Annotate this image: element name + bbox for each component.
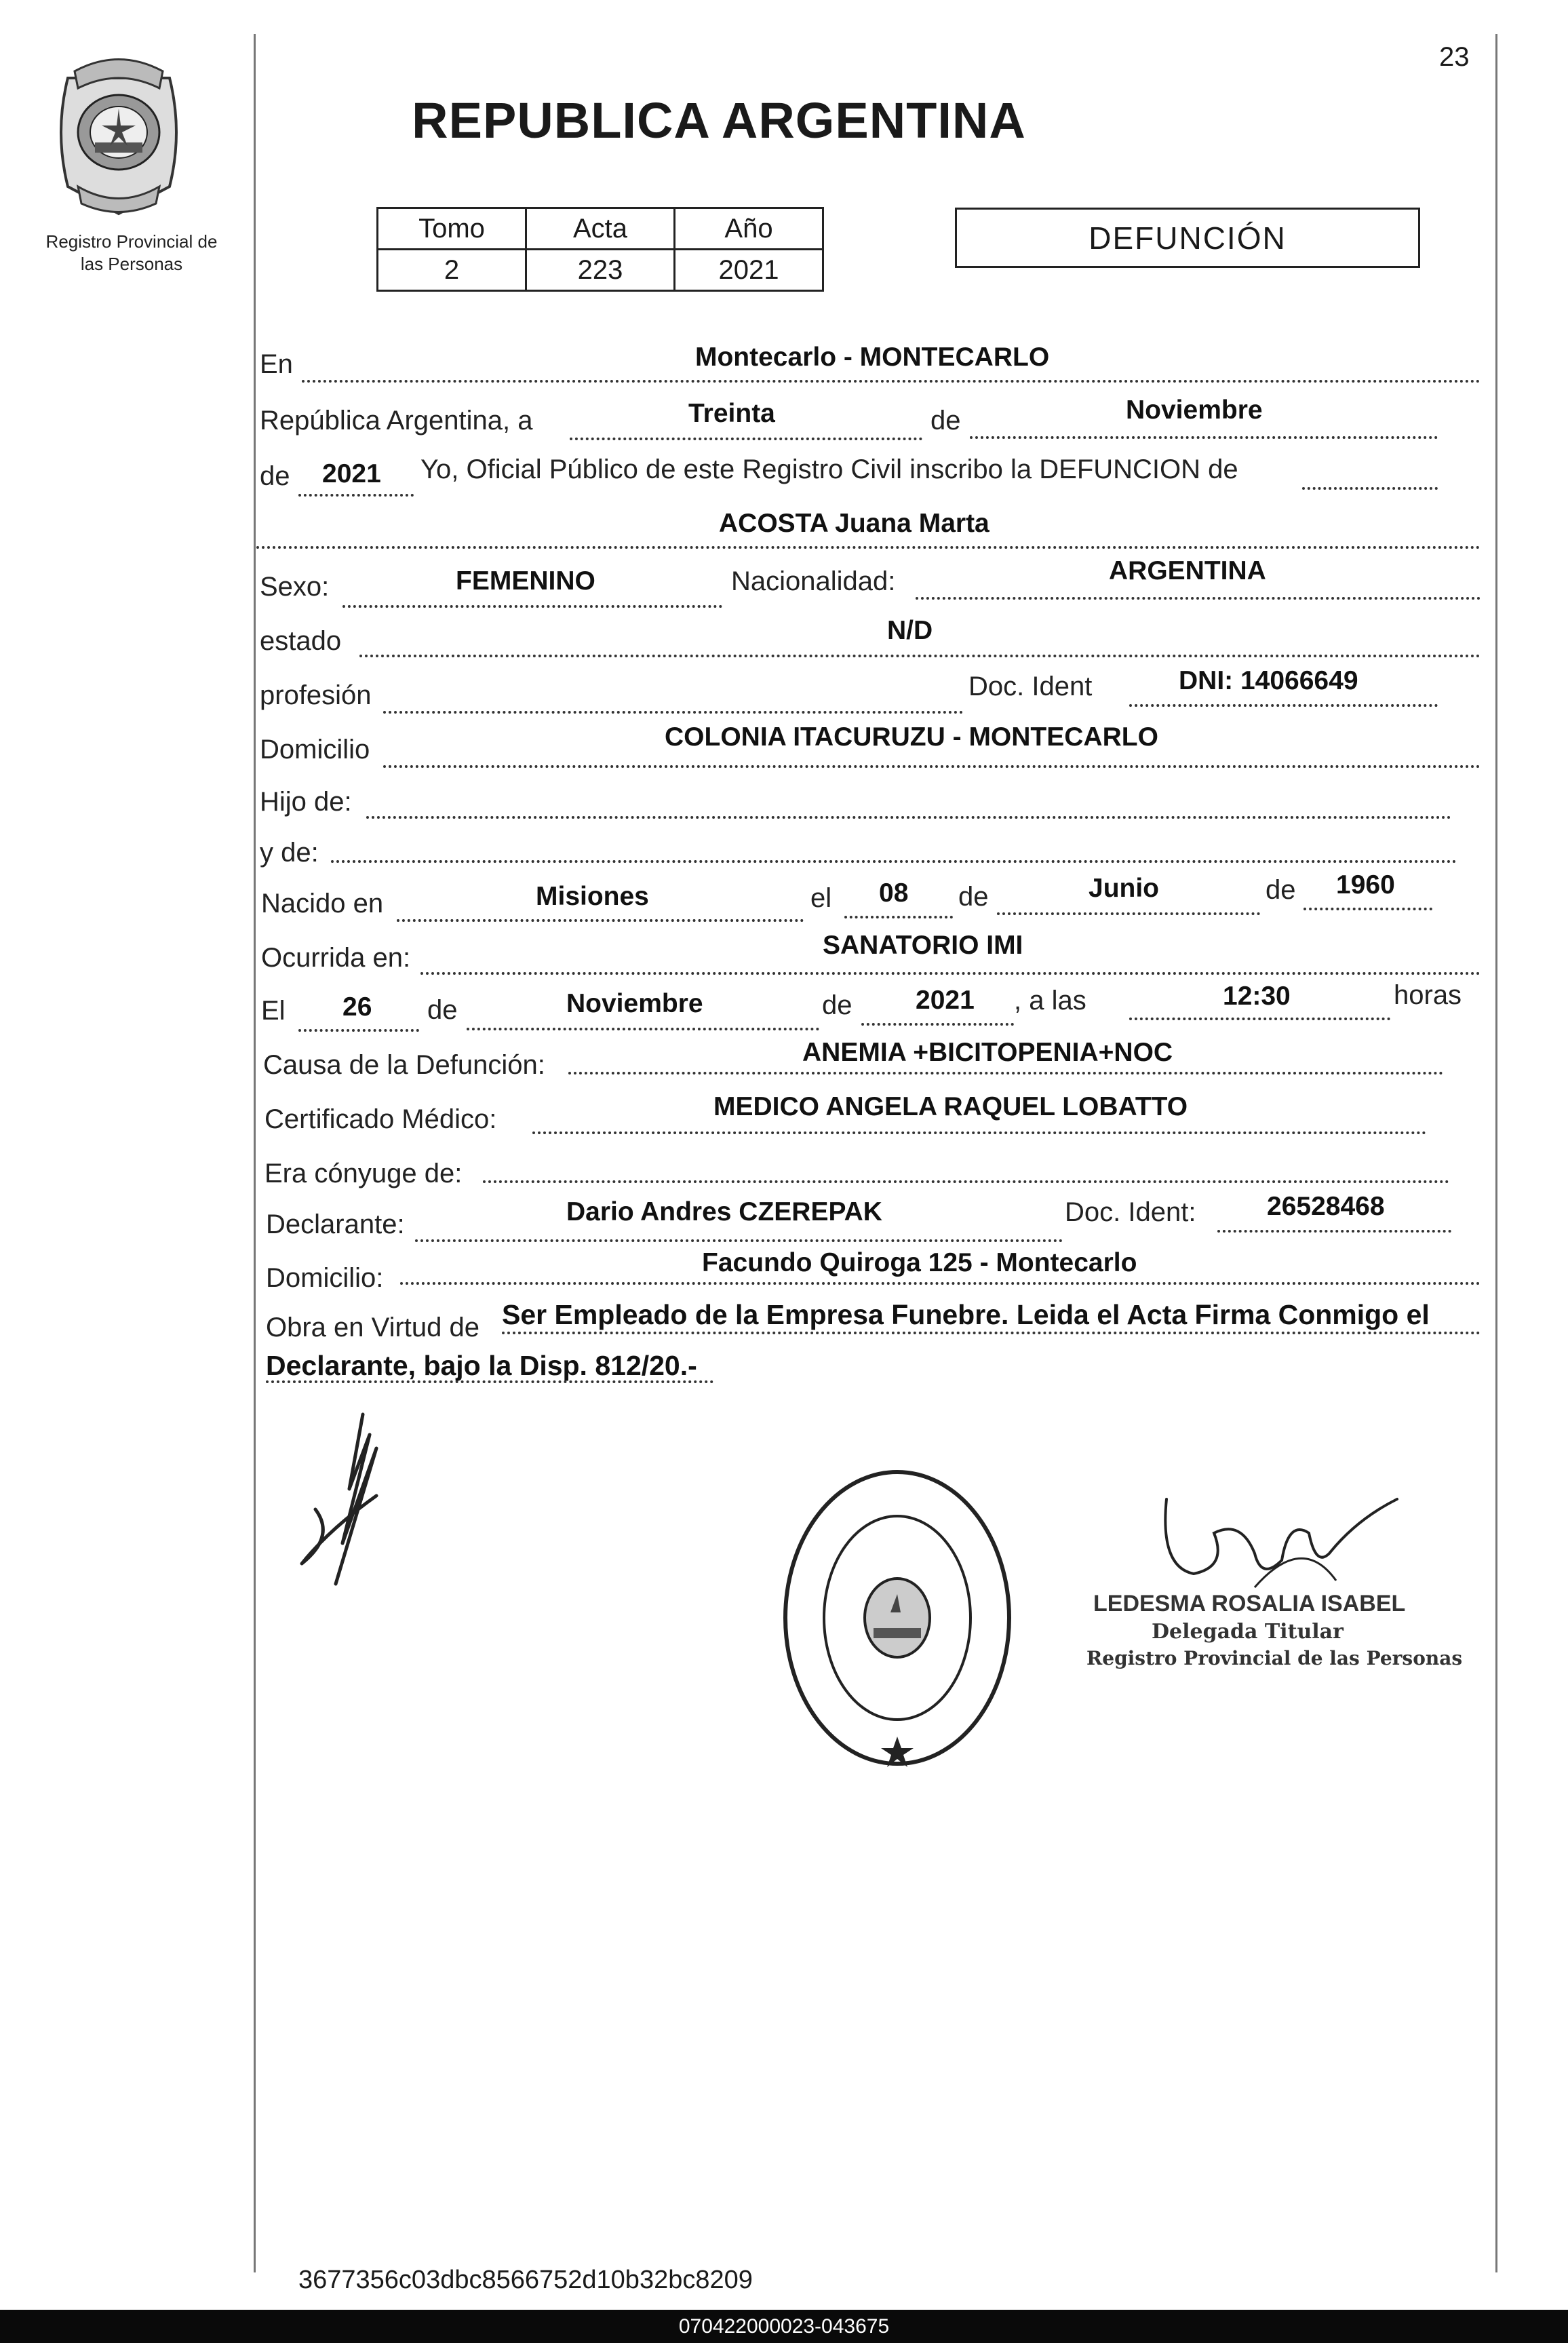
label-y-de: y de: <box>260 838 319 868</box>
registry-caption-line2: las Personas <box>80 254 183 274</box>
document-hash: 3677356c03dbc8566752d10b32bc8209 <box>298 2266 753 2294</box>
page-number: 23 <box>1439 42 1470 72</box>
dotted-line <box>383 765 1481 768</box>
acta-header: Acta <box>526 208 675 250</box>
label-de: de <box>958 882 989 912</box>
dotted-line <box>266 1380 713 1383</box>
value-nac-dia: 08 <box>879 878 909 908</box>
value-dni: DNI: 14066649 <box>1179 666 1358 695</box>
label-profesion: profesión <box>260 680 372 710</box>
label-oficial: Yo, Oficial Público de este Registro Civil inscribo la DEFUNCION de <box>420 454 1238 484</box>
value-obra-line1: Ser Empleado de la Empresa Funebre. Leida el Acta Firma Conmigo el <box>502 1299 1430 1330</box>
label-horas: horas <box>1394 980 1462 1010</box>
dotted-line <box>467 1028 819 1030</box>
dotted-line <box>483 1180 1449 1183</box>
value-anio: 2021 <box>322 459 381 488</box>
label-nacionalidad: Nacionalidad: <box>731 566 896 596</box>
dotted-line <box>256 546 1481 549</box>
dotted-line <box>570 438 922 440</box>
label-de: de <box>260 461 290 491</box>
label-hijo: Hijo de: <box>260 787 352 817</box>
label-conyuge: Era cónyuge de: <box>264 1159 463 1188</box>
dotted-line <box>844 916 953 918</box>
label-de: de <box>822 990 852 1020</box>
label-de: de <box>1266 875 1296 905</box>
record-type-box <box>955 208 1420 268</box>
tomo-value: 2 <box>378 250 526 291</box>
dotted-line <box>331 860 1457 863</box>
dotted-line <box>997 912 1260 915</box>
record-meta-table <box>376 207 824 292</box>
value-lugar: Montecarlo - MONTECARLO <box>695 343 1050 372</box>
anio-value: 2021 <box>675 250 823 291</box>
value-def-anio: 2021 <box>916 986 975 1015</box>
official-signature <box>1153 1479 1424 1604</box>
value-def-dia: 26 <box>342 992 372 1022</box>
footer-id: 070422000023-043675 <box>678 2315 890 2338</box>
dotted-line <box>1304 908 1432 910</box>
value-declarante-doc: 26528468 <box>1267 1192 1385 1221</box>
right-margin-line <box>1495 34 1497 2272</box>
label-el: El <box>261 996 286 1026</box>
footer-bar <box>0 2310 1568 2343</box>
dotted-line <box>916 597 1481 600</box>
label-doc-ident: Doc. Ident <box>968 672 1093 701</box>
label-de: de <box>427 995 458 1025</box>
label-ocurrida: Ocurrida en: <box>261 943 411 973</box>
label-estado: estado <box>260 626 342 656</box>
anio-header: Año <box>675 208 823 250</box>
value-nacido-en: Misiones <box>536 882 649 911</box>
dotted-line <box>861 1023 1014 1026</box>
dotted-line <box>1129 704 1438 707</box>
value-domicilio: COLONIA ITACURUZU - MONTECARLO <box>665 722 1158 752</box>
label-republica: República Argentina, a <box>260 406 533 435</box>
value-nac-mes: Junio <box>1089 874 1159 903</box>
dotted-line <box>298 1029 419 1032</box>
dotted-line <box>502 1332 1481 1334</box>
label-en: En <box>260 349 293 379</box>
value-declarante: Dario Andres CZEREPAK <box>566 1197 882 1226</box>
label-el: el <box>810 883 832 913</box>
dotted-line <box>1217 1230 1451 1233</box>
value-def-mes: Noviembre <box>566 989 703 1018</box>
dotted-line <box>383 711 963 714</box>
value-nac-anio: 1960 <box>1336 870 1395 899</box>
label-a-las: , a las <box>1014 986 1086 1015</box>
label-obra: Obra en Virtud de <box>266 1313 480 1342</box>
value-obra-line2: Declarante, bajo la Disp. 812/20.- <box>266 1350 697 1381</box>
value-def-hora: 12:30 <box>1223 982 1291 1011</box>
document-title: REPUBLICA ARGENTINA <box>412 92 1026 149</box>
dotted-line <box>397 919 804 922</box>
value-sexo: FEMENINO <box>456 566 595 596</box>
record-type: DEFUNCIÓN <box>1089 220 1287 256</box>
left-margin-line <box>254 34 256 2272</box>
label-declarante: Declarante: <box>266 1209 405 1239</box>
declarant-signature <box>275 1408 404 1608</box>
dotted-line <box>568 1072 1443 1074</box>
dotted-line <box>366 816 1451 819</box>
registry-stamp <box>779 1462 1016 1774</box>
value-ocurrida: SANATORIO IMI <box>823 931 1023 960</box>
label-causa: Causa de la Defunción: <box>263 1050 545 1080</box>
dotted-line <box>420 972 1481 975</box>
dotted-line <box>400 1282 1481 1285</box>
value-causa: ANEMIA +BICITOPENIA+NOC <box>802 1038 1173 1067</box>
value-nacionalidad: ARGENTINA <box>1109 556 1266 585</box>
value-declarante-domicilio: Facundo Quiroga 125 - Montecarlo <box>702 1248 1137 1277</box>
dotted-line <box>298 494 414 497</box>
registry-caption <box>30 231 233 275</box>
dotted-line <box>359 655 1481 657</box>
label-domicilio2: Domicilio: <box>266 1263 384 1293</box>
label-domicilio: Domicilio <box>260 735 370 764</box>
acta-value: 223 <box>526 250 675 291</box>
value-mes: Noviembre <box>1126 395 1263 425</box>
value-dia-letras: Treinta <box>688 399 775 428</box>
label-de: de <box>930 406 961 435</box>
dotted-line <box>415 1239 1063 1242</box>
registry-caption-line1: Registro Provincial de <box>45 231 218 252</box>
provincia-misiones-crest-icon <box>47 51 190 220</box>
value-certificado: MEDICO ANGELA RAQUEL LOBATTO <box>713 1092 1188 1121</box>
tomo-header: Tomo <box>378 208 526 250</box>
dotted-line <box>970 436 1438 439</box>
dotted-line <box>532 1131 1426 1134</box>
label-sexo: Sexo: <box>260 572 330 602</box>
value-nombre: ACOSTA Juana Marta <box>719 509 989 538</box>
dotted-line <box>342 605 722 608</box>
label-nacido-en: Nacido en <box>261 889 384 918</box>
dotted-line <box>1129 1018 1390 1020</box>
dotted-line <box>302 380 1481 383</box>
official-org: Registro Provincial de las Personas <box>1086 1647 1463 1669</box>
value-estado: N/D <box>887 616 933 645</box>
dotted-line <box>1302 487 1438 490</box>
official-name: LEDESMA ROSALIA ISABEL <box>1093 1591 1406 1616</box>
label-certificado: Certificado Médico: <box>264 1104 497 1134</box>
label-doc-ident2: Doc. Ident: <box>1065 1197 1196 1227</box>
official-role: Delegada Titular <box>1152 1620 1344 1644</box>
